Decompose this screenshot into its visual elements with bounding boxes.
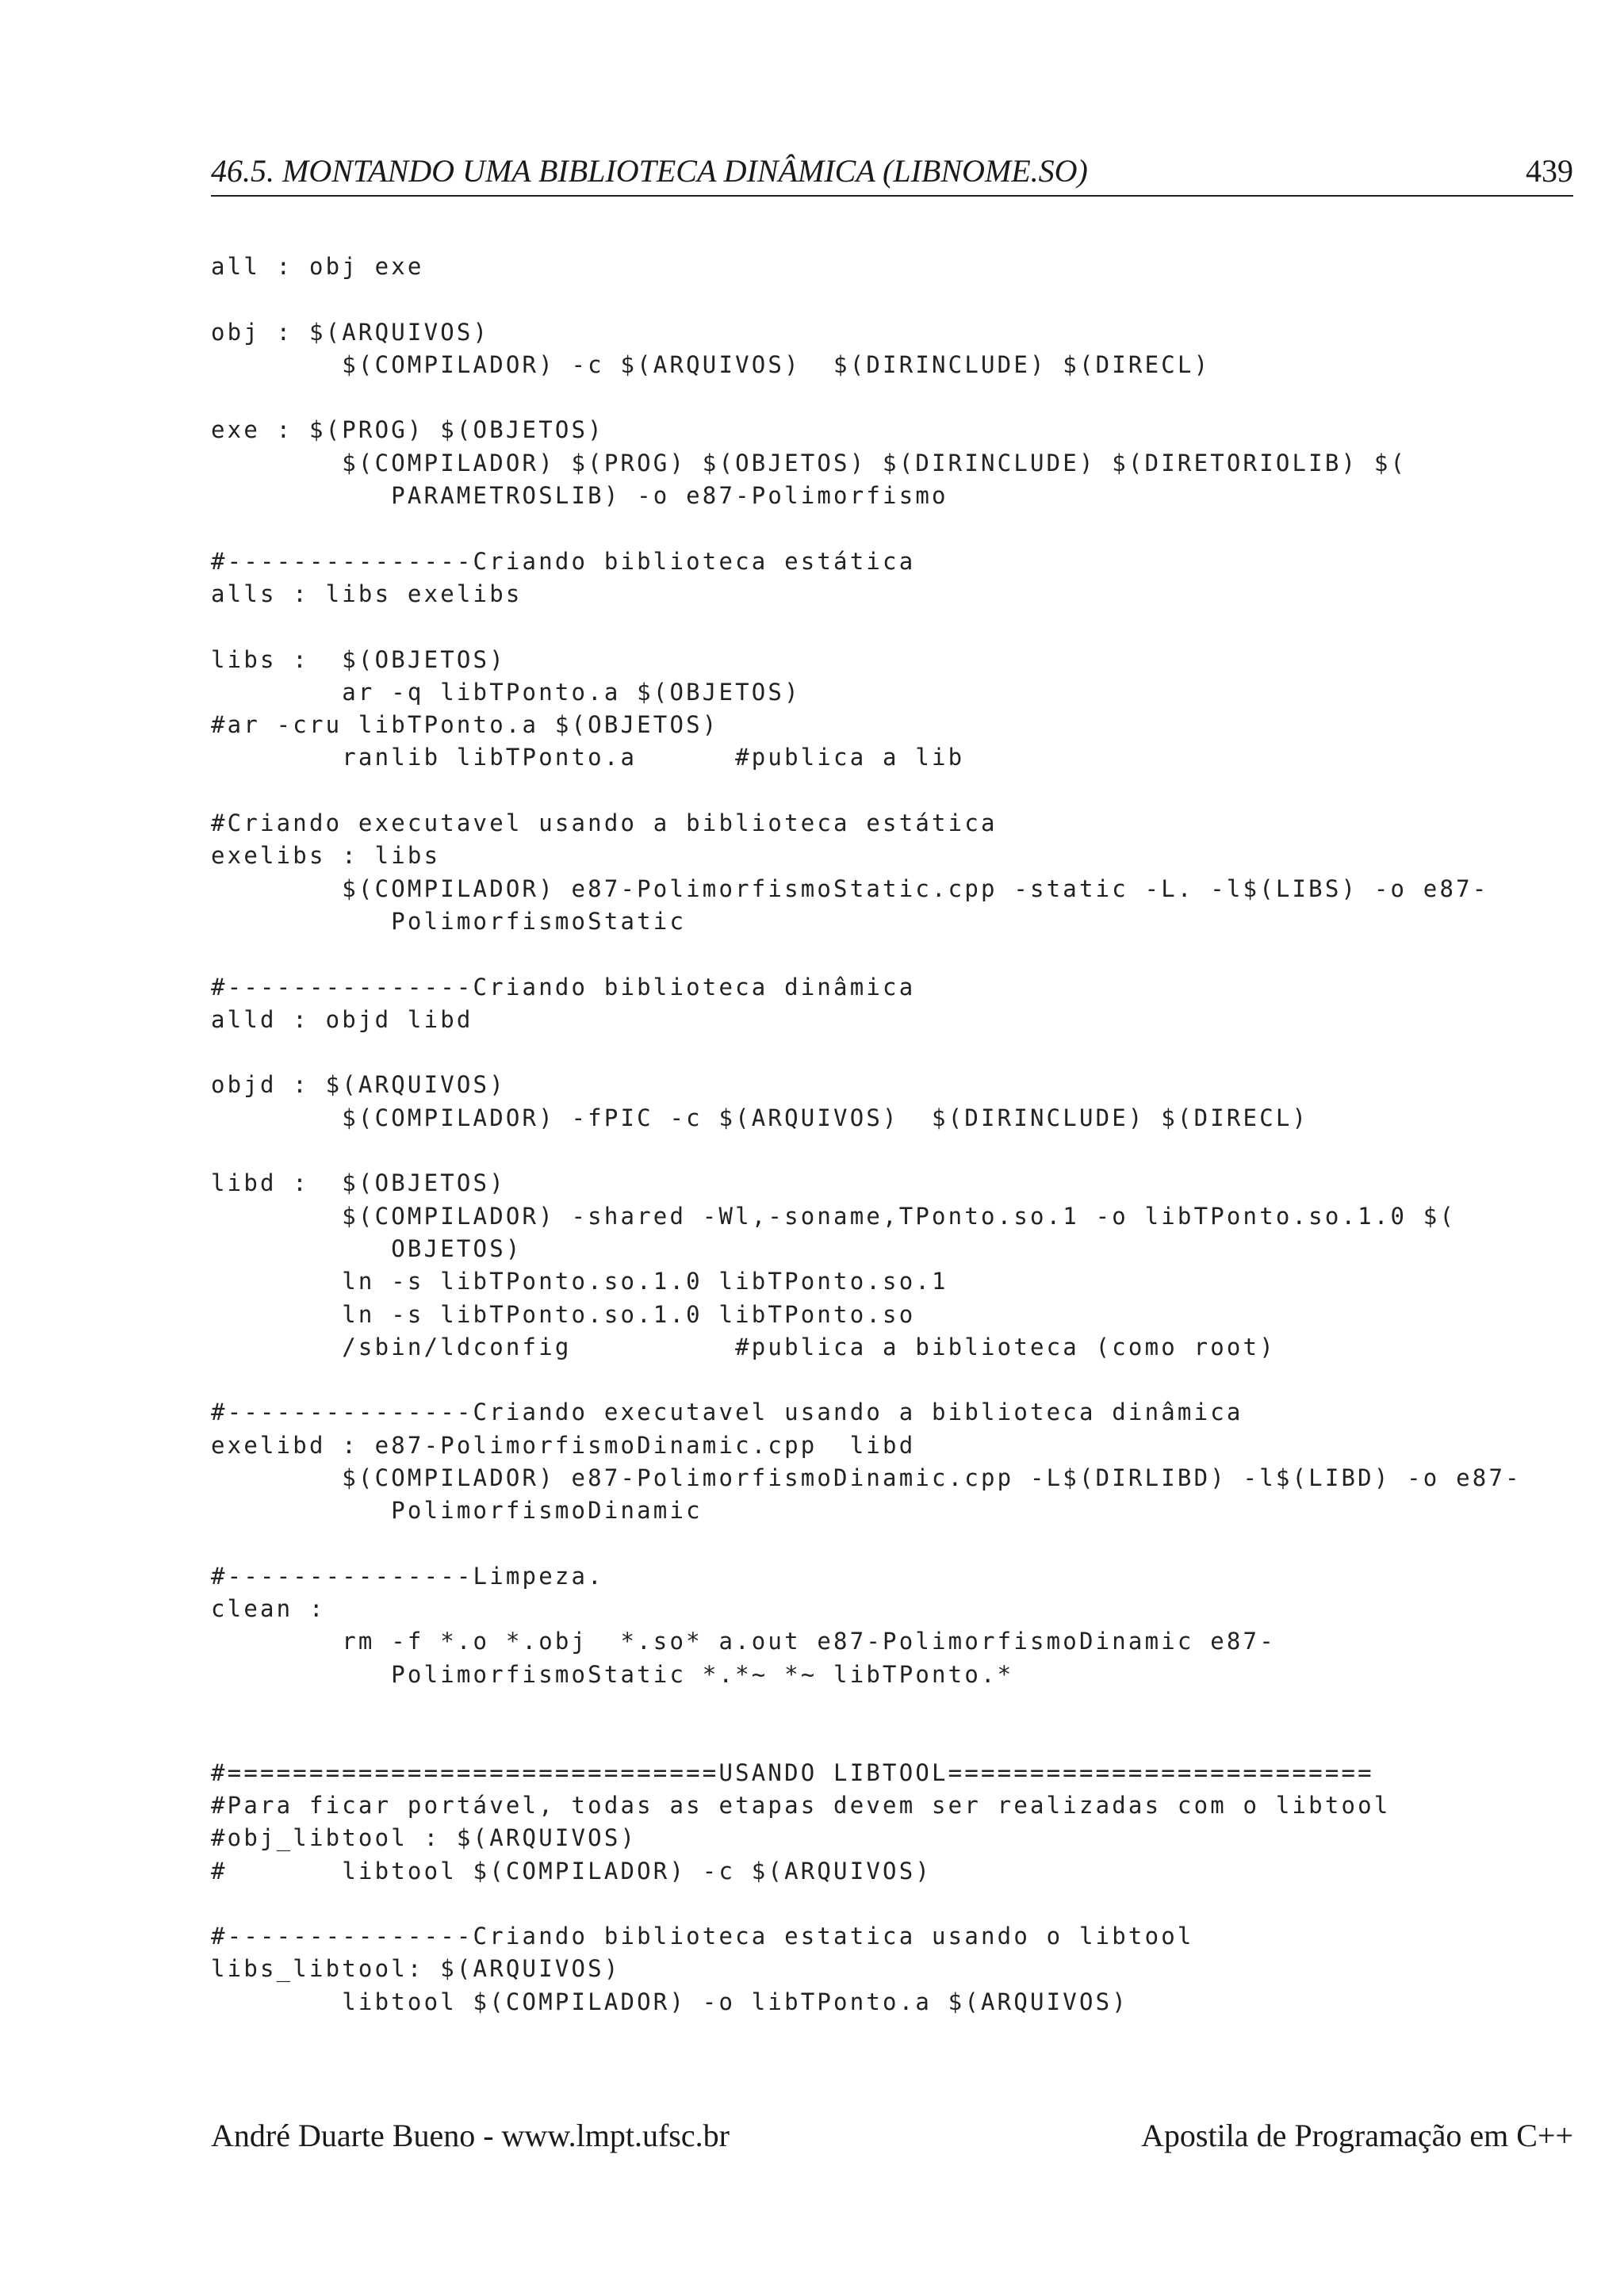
- code-line: [211, 512, 1573, 545]
- code-line: [211, 1135, 1573, 1167]
- code-line: OBJETOS): [211, 1234, 523, 1262]
- code-line: [211, 775, 1573, 807]
- code-line: [211, 938, 1573, 970]
- code-line: #---------------Limpeza.: [211, 1562, 604, 1590]
- code-line: #==============================USANDO LIBTOOL==========================: [211, 1758, 1374, 1786]
- code-line: all : obj exe: [211, 253, 424, 280]
- code-line: #---------------Criando biblioteca estatica usando o libtool: [211, 1923, 1194, 1950]
- code-line: libs_libtool: $(ARQUIVOS): [211, 1955, 621, 1983]
- code-line: [211, 610, 1573, 643]
- code-line: exelibs : libs: [211, 842, 441, 870]
- code-line: [211, 381, 1573, 414]
- code-line: PolimorfismoStatic: [211, 907, 687, 935]
- code-line: $(COMPILADOR) -c $(ARQUIVOS) $(DIRINCLUDE) $(DIRECL): [211, 350, 1211, 378]
- footer-author: André Duarte Bueno - www.lmpt.ufsc.br: [211, 2118, 730, 2153]
- code-line: alld : objd libd: [211, 1005, 473, 1033]
- code-line: ranlib libTPonto.a #publica a lib: [211, 744, 965, 771]
- code-line: objd : $(ARQUIVOS): [211, 1071, 506, 1099]
- code-line: #ar -cru libTPonto.a $(OBJETOS): [211, 711, 719, 739]
- page-number: 439: [1526, 153, 1573, 189]
- code-line: [211, 1888, 1573, 1920]
- code-line: rm -f *.o *.obj *.so* a.out e87-PolimorfismoDinamic e87-: [211, 1628, 1276, 1655]
- code-line: ar -q libTPonto.a $(OBJETOS): [211, 678, 801, 706]
- code-line: [211, 1724, 1573, 1756]
- code-line: [211, 1364, 1573, 1396]
- code-line: #Criando executavel usando a biblioteca estática: [211, 809, 998, 837]
- code-line: $(COMPILADOR) $(PROG) $(OBJETOS) $(DIRINCLUDE) $(DIRETORIOLIB) $(: [211, 449, 1408, 476]
- code-line: PARAMETROSLIB) -o e87-Polimorfismo: [211, 482, 948, 510]
- code-line: /sbin/ldconfig #publica a biblioteca (como root): [211, 1333, 1276, 1360]
- code-line: ln -s libTPonto.so.1.0 libTPonto.so.1: [211, 1268, 948, 1295]
- code-line: #---------------Criando biblioteca dinâmica: [211, 973, 916, 1001]
- code-line: clean :: [211, 1595, 326, 1623]
- code-line: #---------------Criando executavel usando a biblioteca dinâmica: [211, 1399, 1243, 1426]
- code-line: # libtool $(COMPILADOR) -c $(ARQUIVOS): [211, 1857, 933, 1885]
- code-line: ln -s libTPonto.so.1.0 libTPonto.so: [211, 1300, 916, 1328]
- code-line: [211, 1036, 1573, 1069]
- code-line: libs : $(OBJETOS): [211, 645, 506, 673]
- code-line: exelibd : e87-PolimorfismoDinamic.cpp libd: [211, 1431, 916, 1459]
- code-line: $(COMPILADOR) e87-PolimorfismoStatic.cpp -static -L. -l$(LIBS) -o e87-: [211, 874, 1489, 902]
- code-line: #Para ficar portável, todas as etapas devem ser realizadas com o libtool: [211, 1791, 1391, 1819]
- code-line: libtool $(COMPILADOR) -o libTPonto.a $(ARQUIVOS): [211, 1988, 1128, 2015]
- code-line: [211, 1528, 1573, 1560]
- page-header: [211, 151, 1573, 197]
- code-line: [211, 1691, 1573, 1724]
- code-line: $(COMPILADOR) -shared -Wl,-soname,TPonto.so.1 -o libTPonto.so.1.0 $(: [211, 1202, 1457, 1230]
- code-line: $(COMPILADOR) e87-PolimorfismoDinamic.cpp -L$(DIRLIBD) -l$(LIBD) -o e87-: [211, 1464, 1522, 1491]
- code-line: alls : libs exelibs: [211, 580, 523, 607]
- code-line: libd : $(OBJETOS): [211, 1169, 506, 1197]
- code-line: $(COMPILADOR) -fPIC -c $(ARQUIVOS) $(DIRINCLUDE) $(DIRECL): [211, 1104, 1309, 1131]
- footer-book-title: Apostila de Programação em C++: [1141, 2118, 1573, 2153]
- code-line: PolimorfismoStatic *.*~ *~ libTPonto.*: [211, 1660, 1014, 1688]
- section-title: 46.5. MONTANDO UMA BIBLIOTECA DINÂMICA (LIBNOME.SO): [211, 153, 1088, 189]
- code-line: #---------------Criando biblioteca estática: [211, 547, 916, 575]
- code-line: exe : $(PROG) $(OBJETOS): [211, 416, 604, 444]
- code-line: [211, 283, 1573, 316]
- code-line: #obj_libtool : $(ARQUIVOS): [211, 1824, 638, 1852]
- code-listing: [211, 251, 1573, 2019]
- code-line: obj : $(ARQUIVOS): [211, 318, 490, 346]
- code-line: PolimorfismoDinamic: [211, 1497, 703, 1525]
